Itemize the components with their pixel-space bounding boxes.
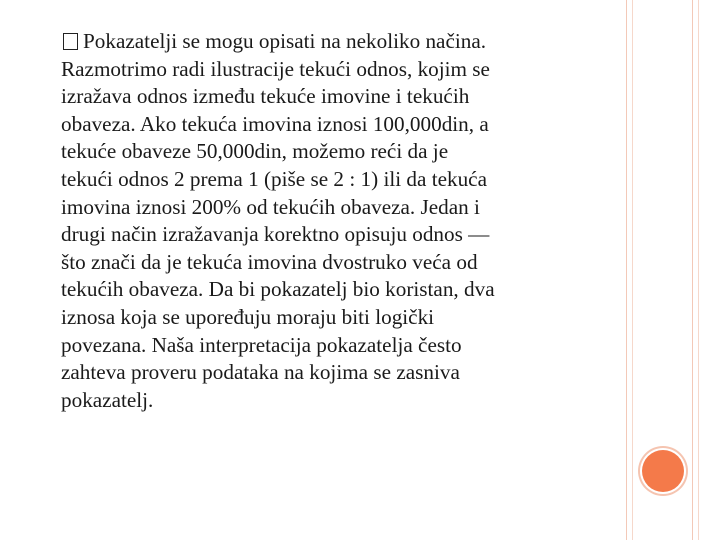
text-line: tekući odnos 2 prema 1 (piše se 2 : 1) ili da tekuća — [61, 166, 487, 191]
decorative-stripe — [698, 0, 699, 540]
text-line: drugi način izražavanja korektno opisuju odnos — — [61, 222, 490, 247]
text-line: iznosa koja se upoređuju moraju biti logički — [61, 304, 435, 329]
text-line: zahteva proveru podataka na kojima se zasniva — [61, 360, 460, 385]
text-line: tekućih obaveza. Da bi pokazatelj bio koristan, dva — [61, 277, 495, 302]
decorative-stripe — [632, 0, 633, 540]
bullet-icon — [63, 33, 78, 50]
text-line: pokazatelj. — [61, 387, 154, 412]
text-line: što znači da je tekuća imovina dvostruko veća od — [61, 249, 478, 274]
decorative-stripe — [692, 0, 693, 540]
text-line: tekuće obaveze 50,000din, možemo reći da je — [61, 139, 449, 164]
text-line: Razmotrimo radi ilustracije tekući odnos, kojim se — [61, 56, 490, 81]
body-text — [61, 28, 621, 414]
text-line: obaveza. Ako tekuća imovina iznosi 100,000din, a — [61, 111, 489, 136]
text-line: imovina iznosi 200% od tekućih obaveza. Jedan i — [61, 194, 480, 219]
text-line: Pokazatelji se mogu opisati na nekoliko načina. — [61, 28, 621, 56]
text-line: izražava odnos između tekuće imovine i tekućih — [61, 84, 470, 109]
decorative-circle — [642, 450, 684, 492]
text-line: povezana. Naša interpretacija pokazatelja često — [61, 332, 462, 357]
decorative-stripe — [626, 0, 627, 540]
